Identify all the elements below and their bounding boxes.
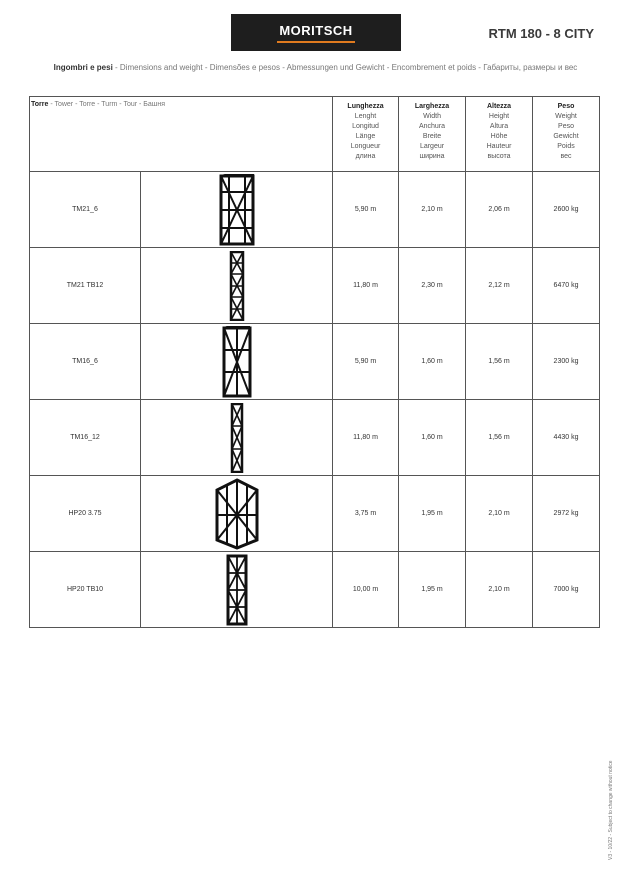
tower-section-icon — [217, 174, 257, 246]
col-header-translation: Gewicht — [553, 133, 579, 140]
tower-section-icon — [223, 554, 251, 626]
weight-cell: 2300 kg — [533, 324, 600, 400]
section-subtitle — [0, 63, 631, 72]
table-row — [30, 248, 600, 324]
table-row — [30, 552, 600, 628]
tower-image — [141, 324, 333, 400]
col-header-translation: Breite — [422, 133, 442, 140]
col-header-weight — [533, 97, 600, 172]
width-cell: 1,60 m — [399, 324, 466, 400]
weight-cell: 4430 kg — [533, 400, 600, 476]
tower-name: TM21_6 — [30, 172, 141, 248]
length-cell: 10,00 m — [333, 552, 399, 628]
tower-header-bold: Torre — [31, 101, 49, 108]
height-cell: 1,56 m — [466, 324, 533, 400]
col-header-translation: ширина — [419, 153, 445, 160]
col-header-translation: длина — [355, 153, 376, 160]
tower-name: HP20 TB10 — [30, 552, 141, 628]
tower-name: TM16_6 — [30, 324, 141, 400]
weight-cell: 7000 kg — [533, 552, 600, 628]
col-header-translation: Largeur — [419, 143, 445, 150]
col-header-translation: высота — [487, 153, 511, 160]
width-cell: 1,60 m — [399, 400, 466, 476]
table-header-row — [30, 97, 600, 172]
height-cell: 2,10 m — [466, 476, 533, 552]
col-header-translation: Hauteur — [486, 143, 512, 150]
tower-section-icon — [213, 478, 261, 550]
col-header-height — [466, 97, 533, 172]
col-header-translation: Anchura — [418, 123, 446, 130]
width-cell: 2,10 m — [399, 172, 466, 248]
tower-section-icon — [227, 251, 247, 321]
tower-image — [141, 476, 333, 552]
table-row — [30, 476, 600, 552]
col-header-translation: Width — [423, 113, 441, 120]
col-header-main: Larghezza — [414, 103, 450, 110]
tower-name: HP20 3.75 — [30, 476, 141, 552]
length-cell: 3,75 m — [333, 476, 399, 552]
length-cell: 11,80 m — [333, 400, 399, 476]
subtitle-bold: Ingombri e pesi — [53, 63, 113, 72]
col-header-translation: Lenght — [354, 113, 377, 120]
logo-text: MORITSCH — [279, 22, 353, 38]
col-header-translation: Longueur — [350, 143, 381, 150]
col-header-main: Lunghezza — [347, 103, 384, 110]
tower-section-icon — [220, 326, 254, 398]
height-cell: 1,56 m — [466, 400, 533, 476]
tower-header — [30, 97, 333, 172]
tower-image — [141, 248, 333, 324]
subtitle-rest: - Dimensions and weight - Dimensões e pesos - Abmessungen und Gewicht - Encombrement et poids - Габариты, размеры и вес — [112, 63, 578, 72]
col-header-translation: вес — [560, 153, 572, 160]
col-header-translation: Longitud — [352, 123, 379, 130]
table-row — [30, 324, 600, 400]
footer-note: V3 - 10/22 - Subject to change without notice — [608, 760, 614, 860]
col-header-translation: Altura — [489, 123, 509, 130]
dimensions-table — [29, 96, 600, 628]
width-cell: 1,95 m — [399, 552, 466, 628]
col-header-main: Peso — [557, 103, 575, 110]
col-header-translation: Weight — [555, 113, 577, 120]
height-cell: 2,12 m — [466, 248, 533, 324]
tower-header-rest: - Tower - Torre - Turm - Tour - Башня — [48, 101, 166, 108]
col-header-length — [333, 97, 399, 172]
brand-logo — [231, 14, 401, 51]
tower-image — [141, 400, 333, 476]
tower-name: TM16_12 — [30, 400, 141, 476]
tower-image — [141, 172, 333, 248]
col-header-translation: Länge — [355, 133, 376, 140]
length-cell: 5,90 m — [333, 172, 399, 248]
table-row — [30, 172, 600, 248]
width-cell: 2,30 m — [399, 248, 466, 324]
weight-cell: 2600 kg — [533, 172, 600, 248]
weight-cell: 2972 kg — [533, 476, 600, 552]
tower-name: TM21 TB12 — [30, 248, 141, 324]
length-cell: 11,80 m — [333, 248, 399, 324]
tower-image — [141, 552, 333, 628]
tower-section-icon — [227, 403, 247, 473]
col-header-width — [399, 97, 466, 172]
product-title: RTM 180 - 8 CITY — [488, 26, 594, 41]
width-cell: 1,95 m — [399, 476, 466, 552]
length-cell: 5,90 m — [333, 324, 399, 400]
height-cell: 2,10 m — [466, 552, 533, 628]
col-header-translation: Höhe — [490, 133, 508, 140]
height-cell: 2,06 m — [466, 172, 533, 248]
col-header-translation: Peso — [558, 123, 574, 130]
col-header-translation: Height — [488, 113, 510, 120]
weight-cell: 6470 kg — [533, 248, 600, 324]
logo-accent-bar — [277, 41, 355, 43]
col-header-translation: Poids — [557, 143, 575, 150]
table-row — [30, 400, 600, 476]
col-header-main: Altezza — [486, 103, 512, 110]
